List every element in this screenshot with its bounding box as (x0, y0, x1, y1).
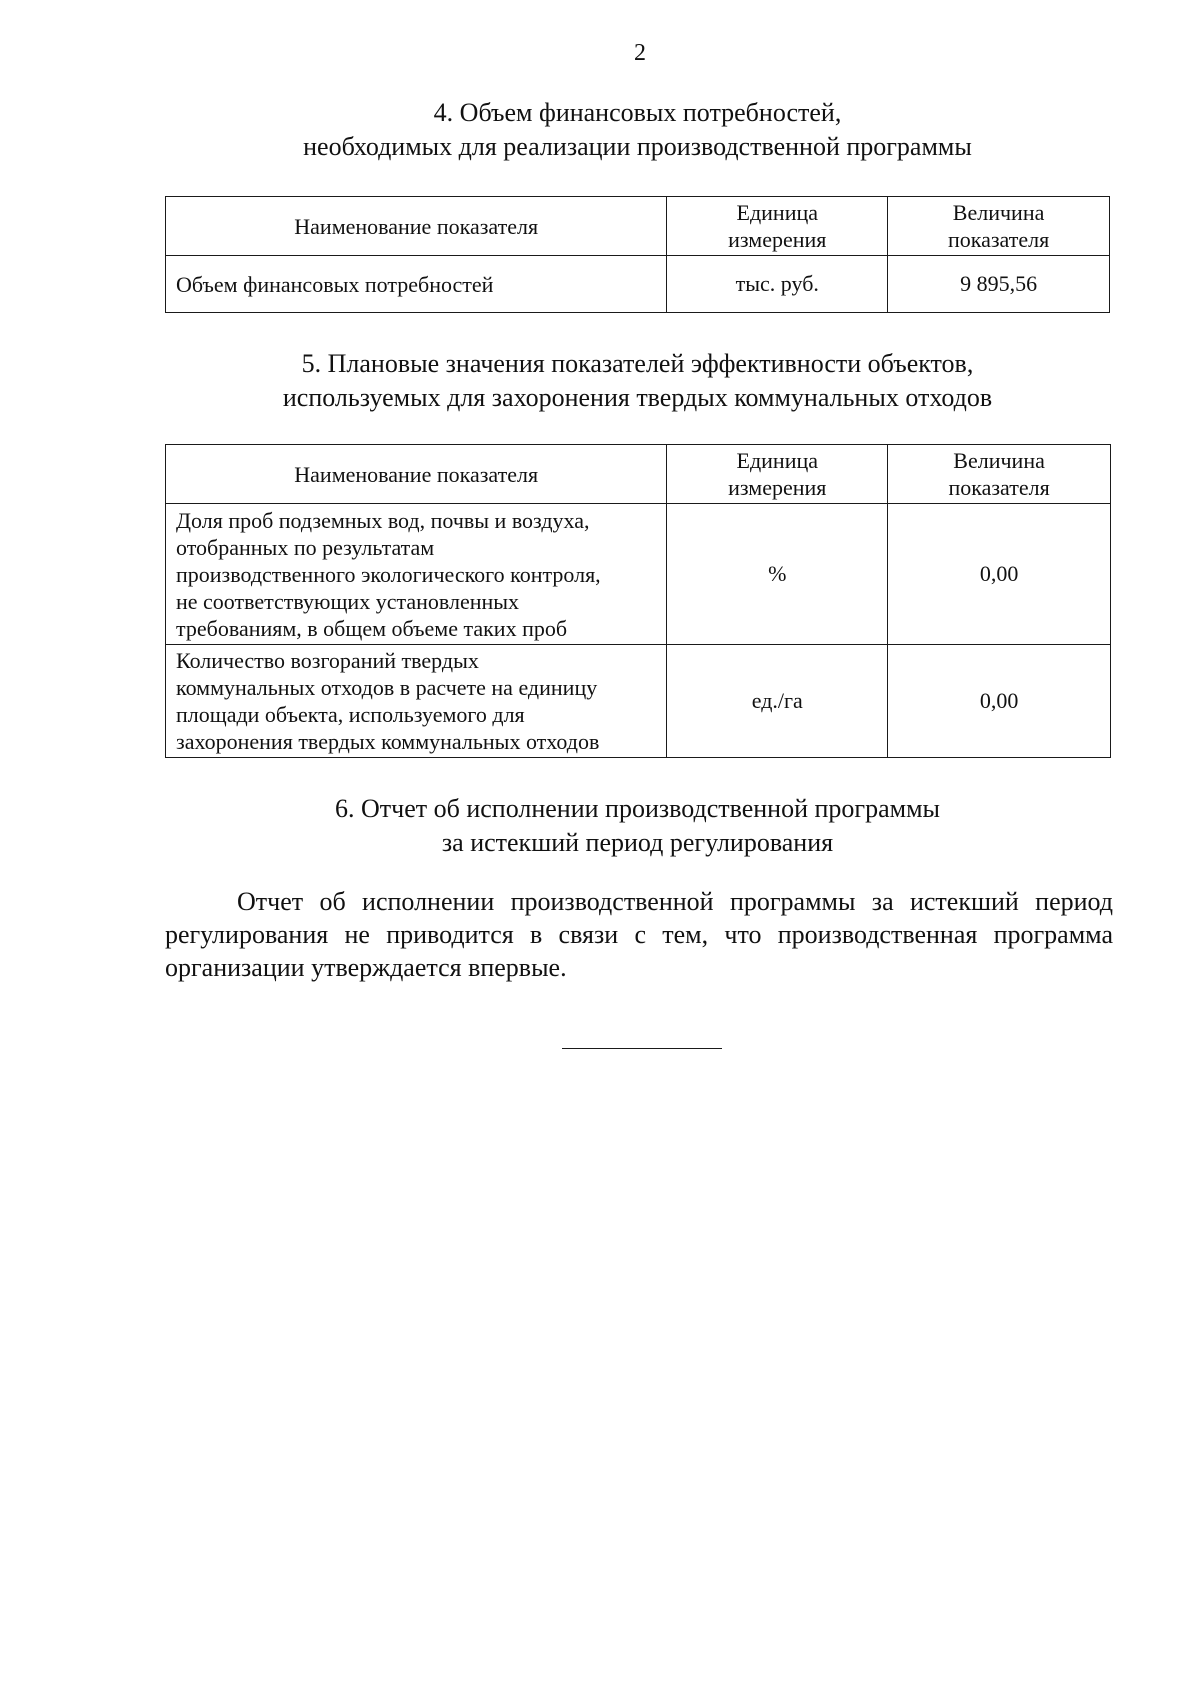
row-name-line: площади объекта, используемого для (176, 702, 525, 727)
header-value-line2: показателя (947, 227, 1050, 252)
row-name-line: Количество возгораний твердых (176, 648, 479, 673)
header-unit-line2: измерения (728, 227, 827, 252)
financial-needs-table (165, 196, 1110, 313)
row-value: 0,00 (888, 504, 1111, 645)
header-indicator-name: Наименование показателя (166, 445, 667, 504)
row-indicator-name (166, 645, 667, 758)
efficiency-indicators-table (165, 444, 1111, 758)
row-unit: ед./га (667, 645, 888, 758)
row-name-line: Доля проб подземных вод, почвы и воздуха, (176, 507, 590, 533)
section-5-title-line2: используемых для захоронения твердых коммунальных отходов (282, 383, 993, 412)
table-header-row (166, 445, 1111, 504)
section-6-title-line2: за истекший период регулирования (441, 828, 834, 857)
section-6-title-line1: 6. Отчет об исполнении производственной программы (334, 794, 941, 823)
section-5-title (165, 347, 1110, 415)
row-indicator-name: Объем финансовых потребностей (166, 256, 667, 313)
header-unit (667, 197, 888, 256)
row-name-line: не соответствующих установленных (176, 588, 520, 614)
row-value: 9 895,56 (888, 256, 1110, 313)
table-row (166, 256, 1110, 313)
section-5-title-line1: 5. Плановые значения показателей эффективности объектов, (301, 349, 974, 378)
section-4-title-line1: 4. Объем финансовых потребностей, (433, 98, 842, 127)
header-unit (667, 445, 888, 504)
row-name-line: коммунальных отходов в расчете на единицу (176, 675, 598, 700)
row-indicator-name (166, 504, 667, 645)
header-value (888, 445, 1111, 504)
header-unit-line1: Единица (736, 200, 819, 225)
end-of-document-rule (562, 1048, 722, 1049)
row-name-line: отобранных по результатам (176, 534, 435, 560)
row-unit: % (667, 504, 888, 645)
section-6-title (165, 792, 1110, 860)
table-row (166, 504, 1111, 645)
row-value: 0,00 (888, 645, 1111, 758)
header-unit-line1: Единица (736, 448, 819, 473)
header-value (888, 197, 1110, 256)
table-header-row (166, 197, 1110, 256)
row-name-line: требованиям, в общем объеме таких проб (176, 615, 568, 641)
header-value-line2: показателя (948, 475, 1050, 500)
page-number: 2 (634, 40, 646, 66)
report-paragraph: Отчет об исполнении производственной программы за истекший период регулирования не приводится в связи с тем, что производственная программа организации утверждается впервые. (165, 887, 1113, 982)
section-4-title (165, 96, 1110, 164)
row-name-line: захоронения твердых коммунальных отходов (176, 729, 600, 754)
header-value-line1: Величина (952, 200, 1045, 225)
header-indicator-name: Наименование показателя (166, 197, 667, 256)
header-unit-line2: измерения (728, 475, 827, 500)
header-value-line1: Величина (953, 448, 1045, 473)
table-row (166, 645, 1111, 758)
row-name-line: производственного экологического контроля, (176, 561, 601, 587)
row-unit: тыс. руб. (667, 256, 888, 313)
section-4-title-line2: необходимых для реализации производственной программы (303, 132, 972, 161)
